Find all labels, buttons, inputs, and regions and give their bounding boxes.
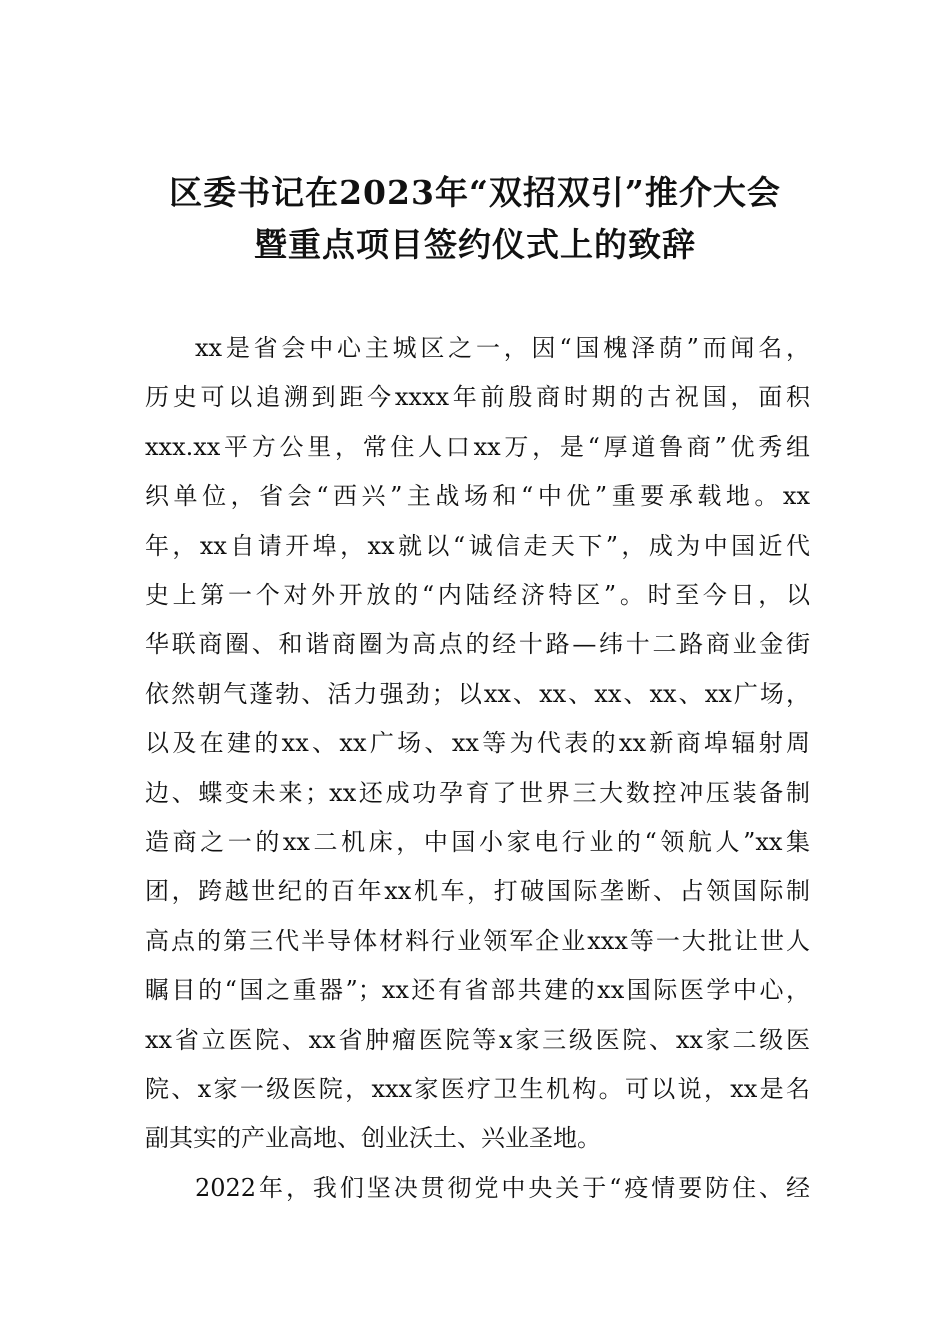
body-line-18: 2022年，我们坚决贯彻党中央关于“疫情要防住、经 (195, 1174, 810, 1202)
body-line-15: xx省立医院、xx省肿瘤医院等x家三级医院、xx家二级医 (145, 1026, 810, 1054)
body-line-1: xx是省会中心主城区之一，因“国槐泽荫”而闻名， (195, 334, 810, 362)
body-line-4: 织单位，省会“西兴”主战场和“中优”重要承载地。xx (145, 482, 810, 510)
body-line-16: 院、x家一级医院，xxx家医疗卫生机构。可以说，xx是名 (145, 1075, 810, 1103)
body-line-7: 华联商圈、和谐商圈为高点的经十路—纬十二路商业金街 (145, 630, 810, 658)
body-line-11: 造商之一的xx二机床，中国小家电行业的“领航人”xx集 (145, 828, 810, 856)
body-line-17: 副其实的产业高地、创业沃土、兴业圣地。 (145, 1124, 601, 1152)
document-title-line-2: 暨重点项目签约仪式上的致辞 (254, 225, 696, 264)
body-line-9: 以及在建的xx、xx广场、xx等为代表的xx新商埠辐射周 (145, 729, 810, 757)
body-line-13: 高点的第三代半导体材料行业领军企业xxx等一大批让世人 (145, 927, 810, 955)
body-line-5: 年，xx自请开埠，xx就以“诚信走天下”，成为中国近代 (145, 532, 810, 560)
body-line-8: 依然朝气蓬勃、活力强劲；以xx、xx、xx、xx、xx广场， (145, 680, 810, 708)
body-line-14: 瞩目的“国之重器”；xx还有省部共建的xx国际医学中心， (145, 976, 810, 1004)
body-line-2: 历史可以追溯到距今xxxx年前殷商时期的古祝国，面积 (145, 383, 810, 411)
body-line-12: 团，跨越世纪的百年xx机车，打破国际垄断、占领国际制 (145, 877, 810, 905)
body-line-3: xxx.xx平方公里，常住人口xx万，是“厚道鲁商”优秀组 (145, 433, 810, 461)
document-title-line-1: 区委书记在2023年“双招双引”推介大会 (169, 173, 781, 212)
body-line-10: 边、蝶变未来；xx还成功孕育了世界三大数控冲压装备制 (145, 779, 810, 807)
body-line-6: 史上第一个对外开放的“内陆经济特区”。时至今日，以 (145, 581, 810, 609)
